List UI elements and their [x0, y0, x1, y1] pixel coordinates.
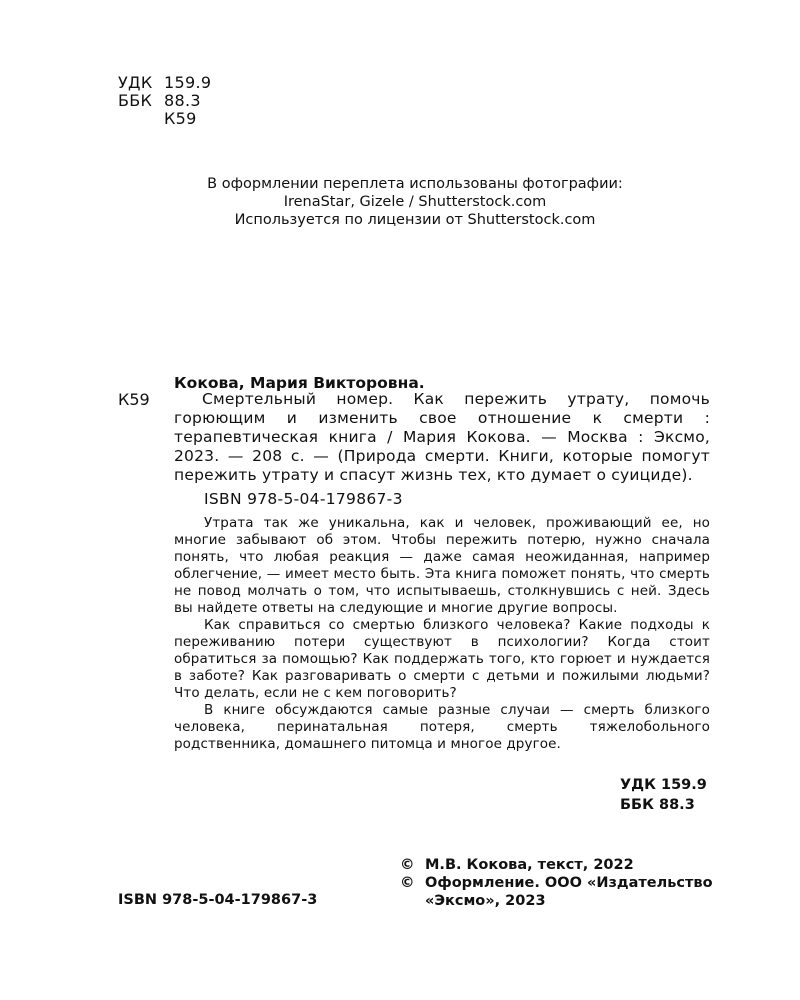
bottom-bbk: ББК 88.3: [620, 797, 695, 813]
annotation: [174, 515, 710, 753]
annotation-paragraph-2: Как справиться со смертью близкого человека? Какие подходы к переживанию потери существуют в психологии? Когда стоит обратиться за помощью? Как поддержать того, кто горюет и нуждается в заботе? Как разговаривать о смерти с детьми и пожилыми людьми? Что делать, если не с кем поговорить?: [174, 617, 710, 701]
annotation-paragraph-1: Утрата так же уникальна, как и человек, проживающий ее, но многие забывают об этом. Чтобы пережить потерю, нужно сначала понять, что любая реакция — даже самая неожиданная, например облегчение, — имеет место быть. Эта книга поможет понять, что смерть не повод молчать о том, что испытываешь, столкнувшись с ней. Здесь вы найдете ответы на следующие и многие другие вопросы.: [174, 515, 710, 616]
photo-credit-line-2: IrenaStar, Gizele / Shutterstock.com: [283, 194, 547, 210]
classification-codes: [118, 74, 211, 128]
author-heading: Кокова, Мария Викторовна.: [174, 374, 425, 392]
udk-row: [118, 74, 211, 92]
author-mark: К59: [164, 109, 197, 128]
bbk-row: [118, 92, 211, 110]
photo-credit-line-3: Используется по лицензии от Shutterstock.com: [234, 212, 596, 228]
isbn-main: ISBN 978-5-04-179867-3: [204, 490, 403, 508]
bbk-value: 88.3: [164, 91, 201, 110]
copyright-line-1: М.В. Кокова, текст, 2022: [425, 857, 634, 873]
margin-author-mark: К59: [118, 390, 150, 409]
annotation-paragraph-3: В книге обсуждаются самые разные случаи — смерть близкого человека, перинатальная потеря, смерть тяжелобольного родственника, домашнего питомца и многое другое.: [174, 702, 710, 752]
isbn-bottom: ISBN 978-5-04-179867-3: [118, 892, 318, 908]
bottom-udk: УДК 159.9: [620, 777, 707, 793]
copyright-block: [400, 856, 720, 910]
photo-credit-line-1: В оформлении переплета использованы фотографии:: [207, 176, 623, 192]
copyright-symbol: ©: [400, 875, 415, 891]
copyright-design: [400, 874, 720, 910]
bottom-classification-codes: [620, 775, 707, 815]
bbk-label: ББК: [118, 91, 153, 110]
udk-label: УДК: [118, 73, 153, 92]
copyright-text: [400, 856, 720, 874]
bibliographic-description: Смертельный номер. Как пережить утрату, помочь горюющим и изменить свое отношение к смерти : терапевтическая книга / Мария Кокова. — Москва : Эксмо, 2023. — 208 с. — (Природа смерти. Книги, которые помогут пережить утрату и спасут жизнь тех, кто думает о суициде).: [174, 390, 710, 484]
copyright-symbol: ©: [400, 857, 415, 873]
copyright-line-2: Оформление. ООО «Издательство «Эксмо», 2023: [425, 875, 713, 909]
udk-value: 159.9: [164, 73, 212, 92]
photo-credit: [150, 175, 680, 229]
